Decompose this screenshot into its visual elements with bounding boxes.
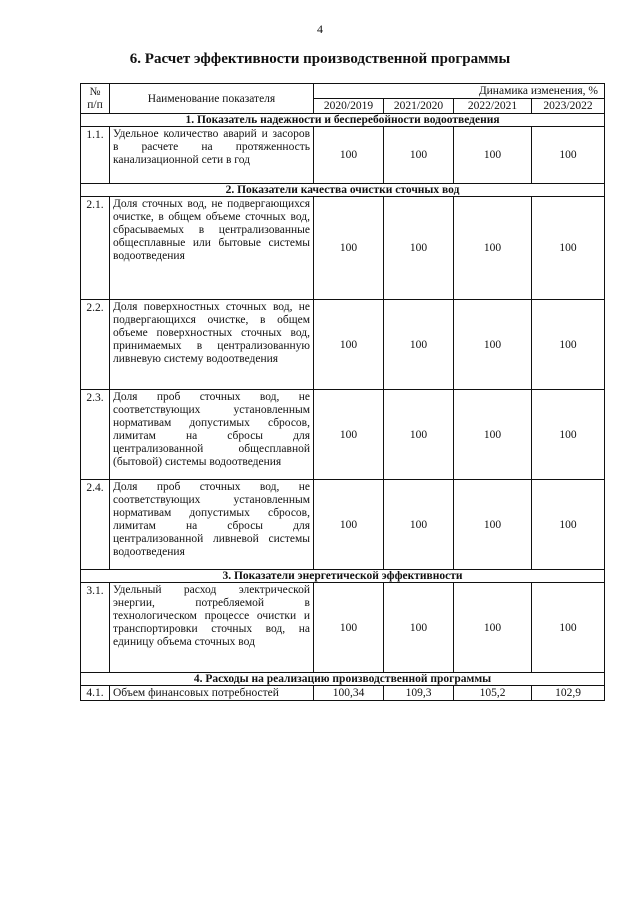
row-value: 100 [532,197,605,300]
row-num: 2.2. [81,300,110,390]
row-value: 100 [384,390,454,480]
row-value: 100 [314,583,384,673]
row-value: 100 [532,583,605,673]
row-value: 100 [454,300,532,390]
table-row [81,480,605,570]
row-num: 2.4. [81,480,110,570]
header-year: 2023/2022 [532,99,605,114]
section-row [81,114,605,127]
table-row [81,686,605,701]
row-name: Удельный расход электрической энергии, потребляемой в технологическом процессе очистки и транспортировки сточных вод, на единицу объема сточных вод [110,583,314,673]
header-name: Наименование показателя [110,84,314,114]
row-value: 100 [384,197,454,300]
row-name: Удельное количество аварий и засоров в расчете на протяженность канализационной сети в год [110,127,314,184]
row-value: 100 [454,127,532,184]
row-name: Доля сточных вод, не подвергающихся очистке, в общем объеме сточных вод, сбрасываемых в централизованные общесплавные или бытовые системы водоотведения [110,197,314,300]
header-year: 2022/2021 [454,99,532,114]
table-row [81,390,605,480]
table-row [81,197,605,300]
section-row [81,673,605,686]
row-value: 102,9 [532,686,605,701]
row-value: 100 [454,583,532,673]
row-num: 2.3. [81,390,110,480]
page-title: 6. Расчет эффективности производственной программы [129,51,511,67]
section-title: 2. Показатели качества очистки сточных вод [81,184,605,197]
row-value: 105,2 [454,686,532,701]
row-value: 100,34 [314,686,384,701]
row-value: 100 [532,300,605,390]
section-title: 3. Показатели энергетической эффективности [81,570,605,583]
header-num: № п/п [81,84,110,114]
table-row [81,583,605,673]
header-dynamics: Динамика изменения, % [314,84,605,99]
row-value: 109,3 [384,686,454,701]
row-name: Объем финансовых потребностей [110,686,314,701]
row-num: 4.1. [81,686,110,701]
header-year: 2021/2020 [384,99,454,114]
page-number: 4 [317,22,323,36]
row-value: 100 [314,480,384,570]
row-name: Доля поверхностных сточных вод, не подвергающихся очистке, в общем объеме поверхностных сточных вод, принимаемых в централизованную ливневую систему водоотведения [110,300,314,390]
row-value: 100 [454,197,532,300]
row-value: 100 [384,127,454,184]
row-name: Доля проб сточных вод, не соответствующих установленным нормативам допустимых сбросов, лимитам на сбросы для централизованной ливневой системы водоотведения [110,480,314,570]
row-value: 100 [384,300,454,390]
row-value: 100 [314,127,384,184]
section-row [81,570,605,583]
row-value: 100 [314,197,384,300]
row-value: 100 [454,390,532,480]
section-title: 1. Показатель надежности и бесперебойности водоотведения [81,114,605,127]
section-title: 4. Расходы на реализацию производственной программы [81,673,605,686]
row-num: 1.1. [81,127,110,184]
section-row [81,184,605,197]
row-name: Доля проб сточных вод, не соответствующих установленным нормативам допустимых сбросов, лимитам на сбросы для централизованной общесплавной (бытовой) системы водоотведения [110,390,314,480]
table-row [81,127,605,184]
row-value: 100 [454,480,532,570]
header-year: 2020/2019 [314,99,384,114]
row-value: 100 [532,480,605,570]
header-row [81,84,605,99]
row-value: 100 [384,480,454,570]
row-value: 100 [314,390,384,480]
row-value: 100 [384,583,454,673]
row-value: 100 [314,300,384,390]
row-num: 3.1. [81,583,110,673]
table-row [81,300,605,390]
row-value: 100 [532,127,605,184]
efficiency-table [80,83,605,701]
row-num: 2.1. [81,197,110,300]
row-value: 100 [532,390,605,480]
